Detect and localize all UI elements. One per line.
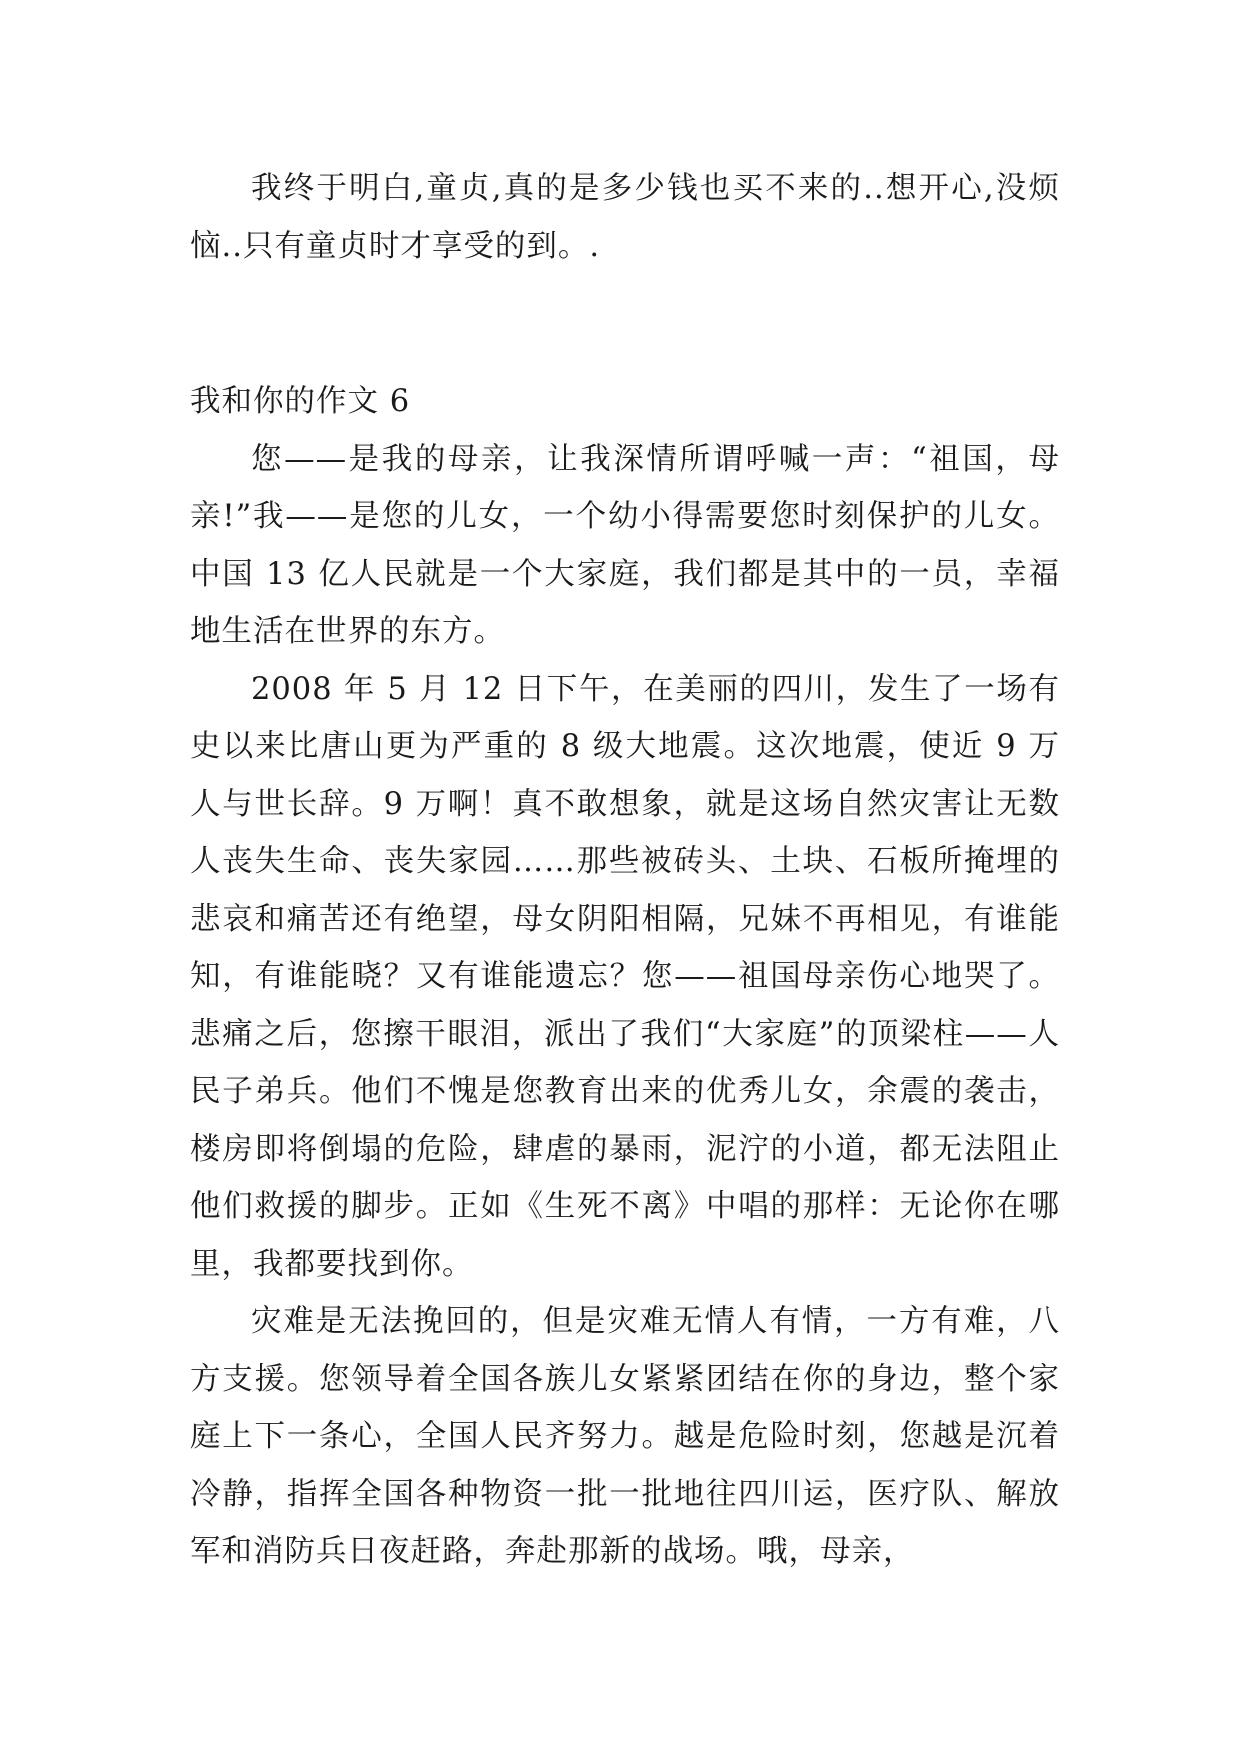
body-paragraph-1: 您——是我的母亲，让我深情所谓呼喊一声：“祖国，母亲!”我——是您的儿女，一个幼小得需要您时刻保护的儿女。中国 13 亿人民就是一个大家庭，我们都是其中的一员，幸福地生活在世界的东方。 (190, 441, 1060, 649)
document-page (190, 160, 1060, 1581)
body-paragraph-3: 灾难是无法挽回的，但是灾难无情人有情，一方有难，八方支援。您领导着全国各族儿女紧紧团结在你的身边，整个家庭上下一条心，全国人民齐努力。越是危险时刻，您越是沉着冷静，指挥全国各种物资一批一批地往四川运，医疗队、解放军和消防兵日夜赶路，奔赴那新的战场。哦，母亲， (190, 1304, 1060, 1569)
section-title: 我和你的作文 6 (190, 384, 411, 419)
body-paragraph-2: 2008 年 5 月 12 日下午，在美丽的四川，发生了一场有史以来比唐山更为严重的 8 级大地震。这次地震，使近 9 万人与世长辞。9 万啊！真不敢想象，就是这场自然灾害让无数人丧失生命、丧失家园……那些被砖头、土块、石板所掩埋的悲哀和痛苦还有绝望，母女阴阳相隔，兄妹不再相见，有谁能知，有谁能晓？又有谁能遗忘？您——祖国母亲伤心地哭了。悲痛之后，您擦干眼泪，派出了我们“大家庭”的顶梁柱——人民子弟兵。他们不愧是您教育出来的优秀儿女，余震的袭击，楼房即将倒塌的危险，肆虐的暴雨，泥泞的小道，都无法阻止他们救援的脚步。正如《生死不离》中唱的那样：无论你在哪里，我都要找到你。 (190, 671, 1060, 1282)
intro-paragraph: 我终于明白,童贞,真的是多少钱也买不来的..想开心,没烦恼..只有童贞时才享受的到。. (190, 171, 1060, 264)
